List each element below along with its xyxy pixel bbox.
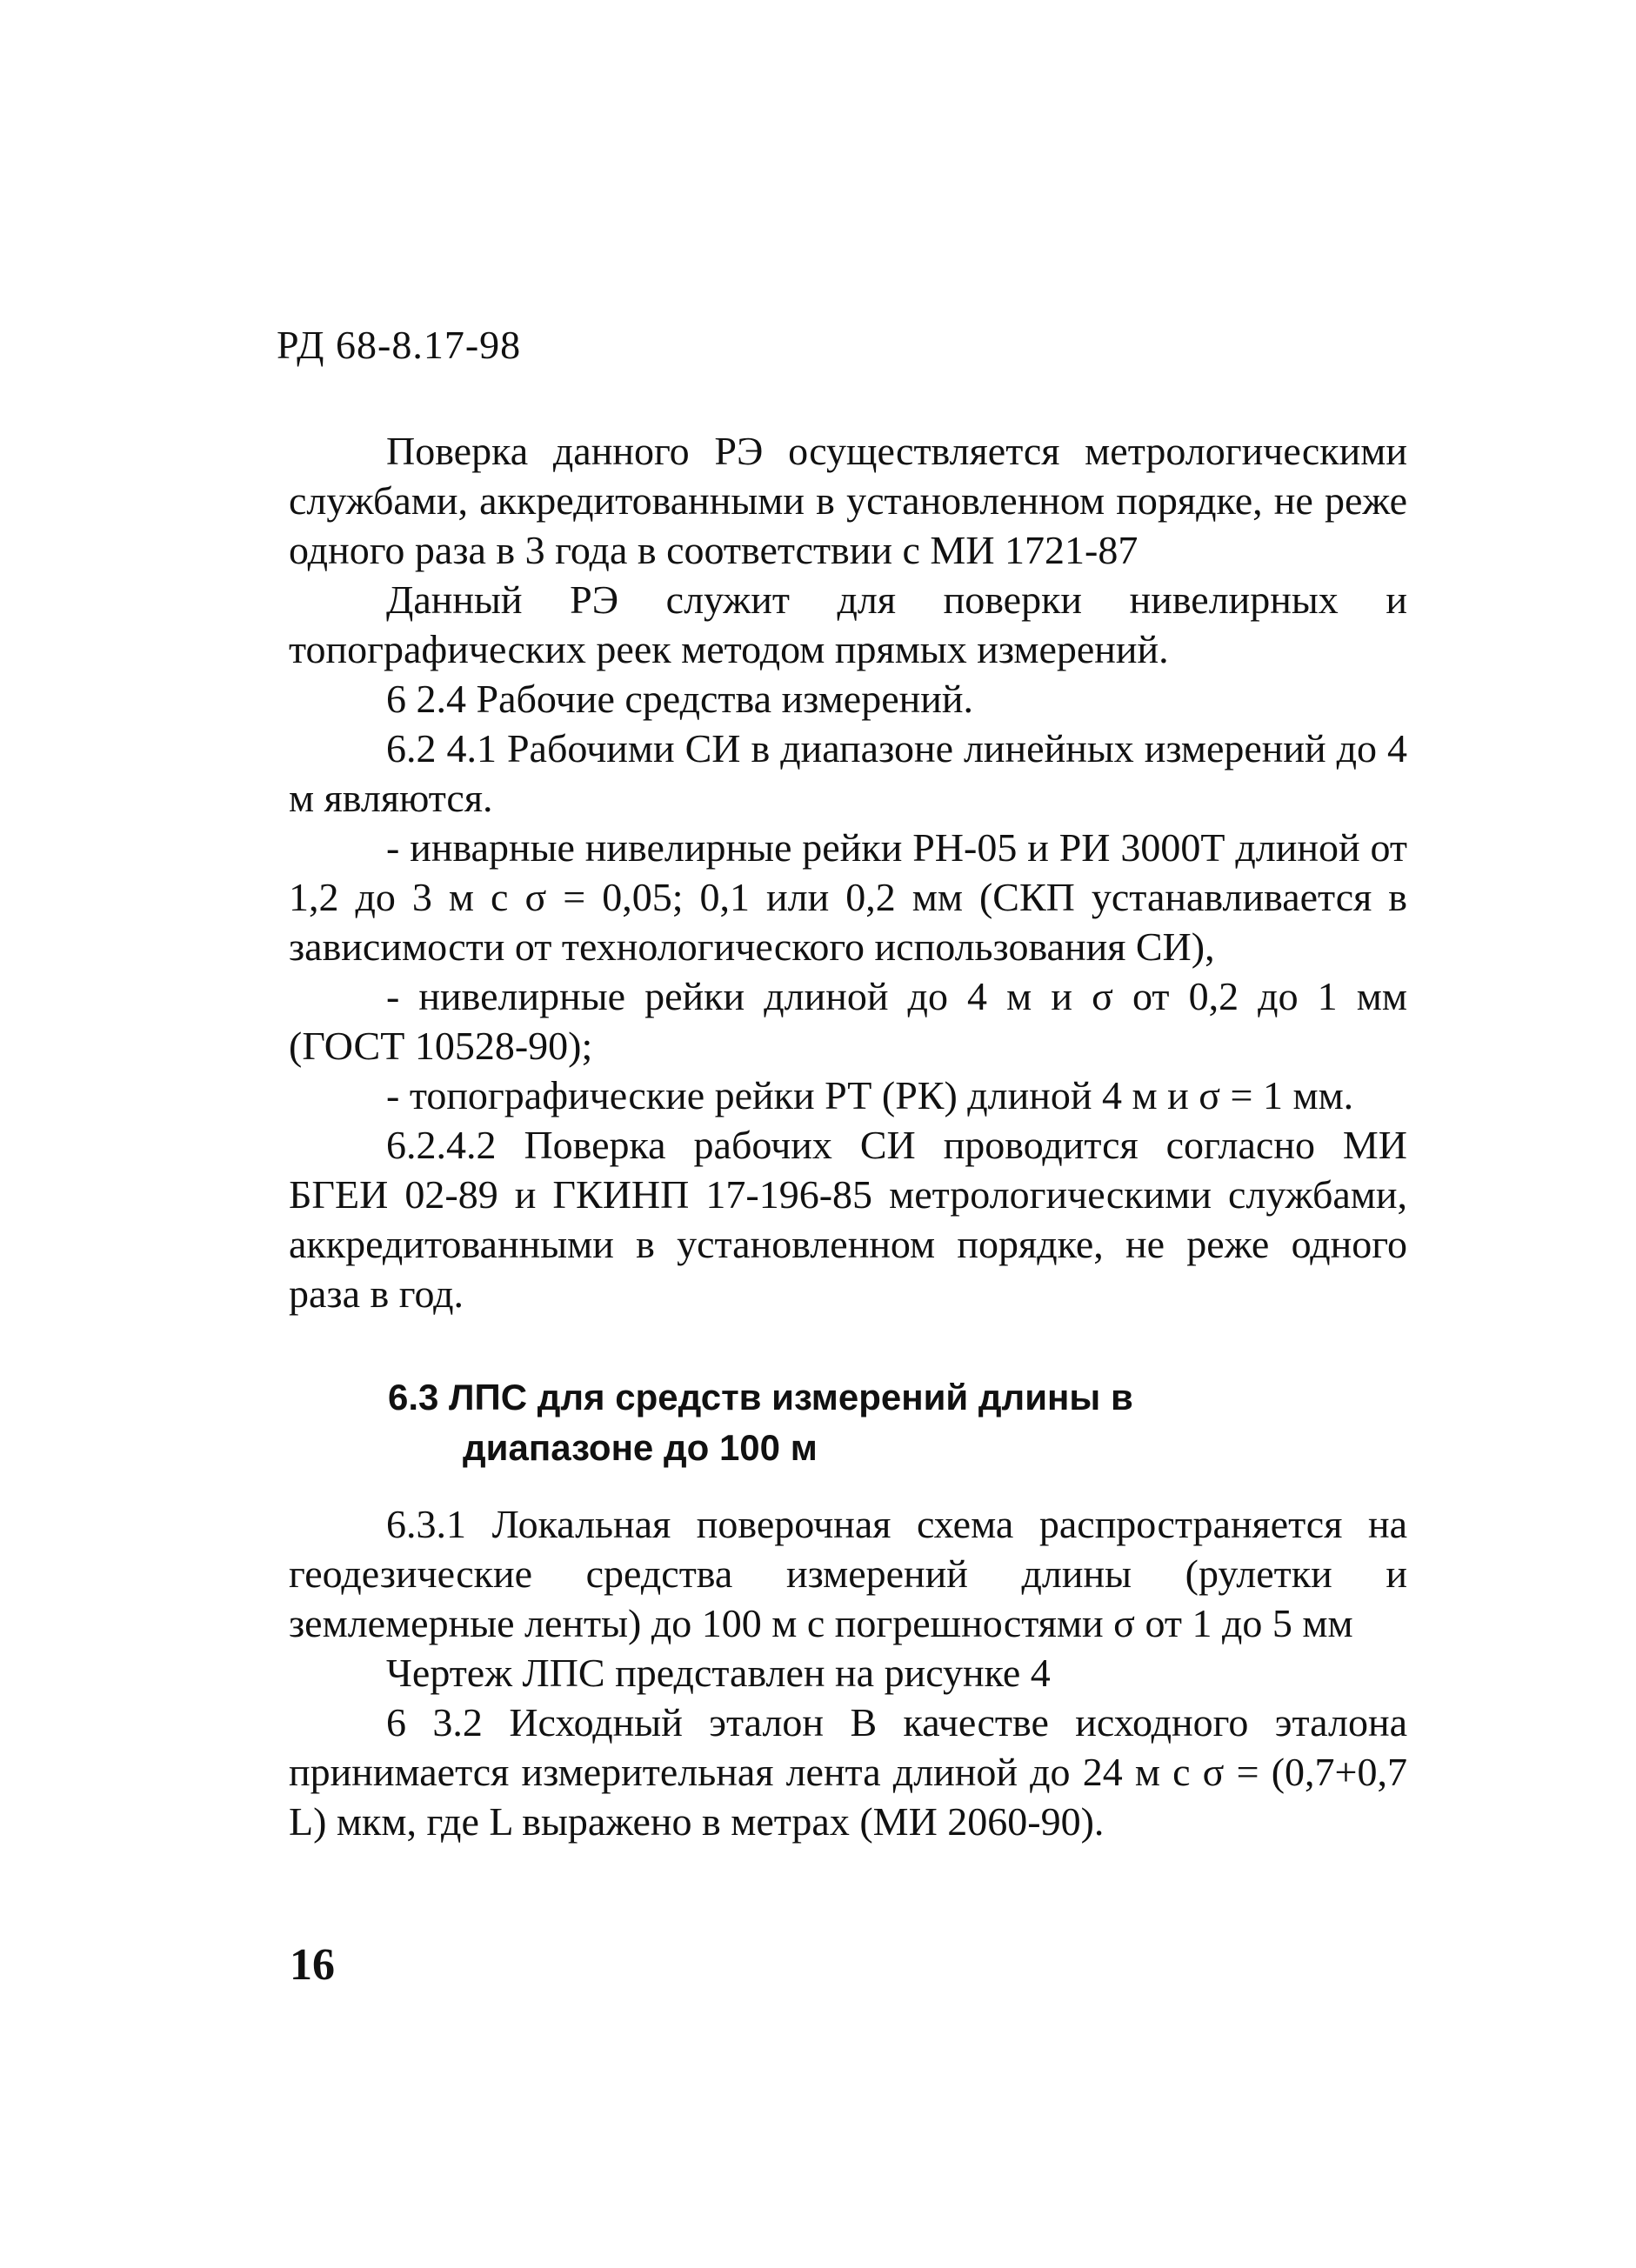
list-item-topographic-rods: - топографические рейки РТ (РК) длиной 4 м и σ = 1 мм. <box>386 1073 1354 1117</box>
paragraph-verification-period: Поверка данного РЭ осуществляется метрологическими службами, аккредитованными в установленном порядке, не реже одного раза в 3 года в соответствии с МИ 1721-87 <box>289 429 1407 572</box>
heading-line-1: 6.3 ЛПС для средств измерений длины в <box>388 1377 1133 1418</box>
paragraph-6-2-4-1: 6.2 4.1 Рабочими СИ в диапазоне линейных измерений до 4 м являются. <box>289 726 1407 820</box>
heading-line-2: диапазоне до 100 м <box>463 1427 818 1468</box>
paragraph-purpose: Данный РЭ служит для поверки нивелирных и топографических реек методом прямых измерений. <box>289 577 1407 671</box>
paragraph-6-2-4-2: 6.2.4.2 Поверка рабочих СИ проводится согласно МИ БГЕИ 02-89 и ГКИНП 17-196-85 метрологическими службами, аккредитованными в установленном порядке, не реже одного раза в год. <box>289 1123 1407 1316</box>
section-6-3-body <box>289 1499 1407 1846</box>
paragraph-6-2-4-title: 6 2.4 Рабочие средства измерений. <box>386 677 973 721</box>
section-6-2-body <box>289 426 1407 1318</box>
list-item-invar-rods: - инварные нивелирные рейки РН-05 и РИ 3000Т длиной от 1,2 до 3 м с σ = 0,05; 0,1 или 0,2 мм (СКП устанавливается в зависимости от технологического использования СИ), <box>289 825 1407 969</box>
paragraph-6-3-2: 6 3.2 Исходный эталон В качестве исходного эталона принимается измерительная лента длиной до 24 м с σ = (0,7+0,7 L) мкм, где L выражено в метрах (МИ 2060-90). <box>289 1700 1407 1844</box>
section-6-3-heading <box>388 1372 1345 1473</box>
paragraph-6-3-1: 6.3.1 Локальная поверочная схема распространяется на геодезические средства измерений длины (рулетки и землемерные ленты) до 100 м с погрешностями σ от 1 до 5 мм <box>289 1502 1407 1645</box>
paragraph-drawing-reference: Чертеж ЛПС представлен на рисунке 4 <box>386 1651 1051 1695</box>
list-item-leveling-rods: - нивелирные рейки длиной до 4 м и σ от 0,2 до 1 мм (ГОСТ 10528-90); <box>289 974 1407 1068</box>
document-code: РД 68-8.17-98 <box>277 323 522 367</box>
page-number: 16 <box>290 1940 335 1990</box>
